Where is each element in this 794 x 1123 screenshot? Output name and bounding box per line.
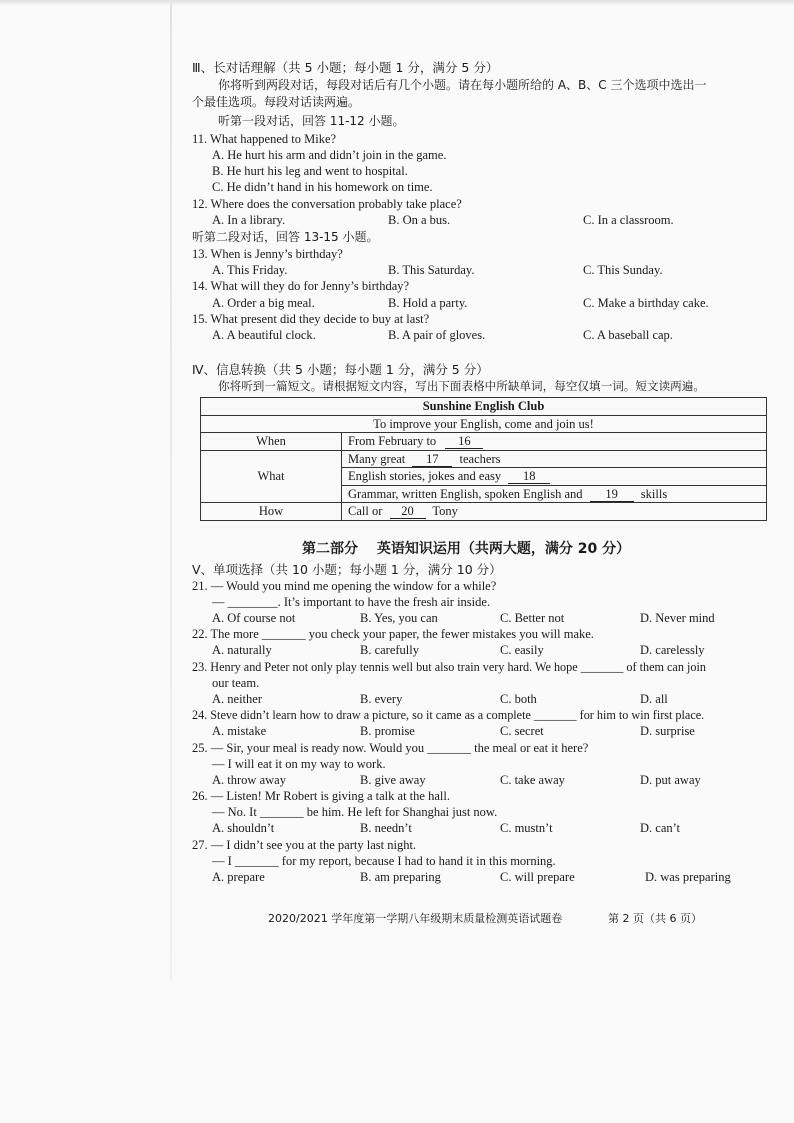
blank-20[interactable]: 20: [390, 505, 426, 519]
q21-stem: 21. — Would you mind me opening the window for a while?: [192, 579, 497, 593]
q27-stem: 27. — I didn’t see you at the party last night.: [192, 838, 417, 852]
q25-line2: — I will eat it on my way to work.: [212, 757, 386, 771]
how-post: Tony: [432, 504, 458, 519]
q11-option-c: C. He didn’t hand in his homework on time.: [212, 180, 433, 194]
scan-edge-top: [0, 0, 794, 6]
q26-option-a: A. shouldn’t: [212, 821, 275, 835]
how-pre: Call or: [348, 504, 383, 519]
q23-option-b: B. every: [360, 692, 403, 706]
what-row2-pre: English stories, jokes and easy: [348, 469, 502, 484]
q13-option-a: A. This Friday.: [212, 263, 288, 277]
blank-17[interactable]: 17: [412, 453, 452, 467]
q27-option-c: C. will prepare: [500, 870, 575, 884]
q14-option-c: C. Make a birthday cake.: [583, 296, 709, 310]
q13-stem: 13. When is Jenny’s birthday?: [192, 247, 343, 261]
q15-option-b: B. A pair of gloves.: [388, 328, 486, 342]
q22-option-d: D. carelessly: [640, 643, 705, 657]
info-table: [200, 397, 767, 521]
table-cell-what-1: [342, 450, 767, 468]
what-row1-pre: Many great: [348, 451, 406, 466]
scan-edge-left: [170, 0, 172, 980]
q21-option-d: D. Never mind: [640, 611, 715, 625]
section3-title: Ⅲ、长对话理解（共 5 小题；每小题 1 分，满分 5 分）: [192, 60, 499, 75]
blank-16[interactable]: 16: [445, 435, 483, 449]
section4-title: Ⅳ、信息转换（共 5 小题；每小题 1 分，满分 5 分）: [192, 362, 489, 377]
q15-option-c: C. A baseball cap.: [583, 328, 673, 342]
q26-option-d: D. can’t: [640, 821, 681, 835]
q22-option-a: A. naturally: [212, 643, 272, 657]
table-cell-how: [342, 503, 767, 521]
table-subtitle: To improve your English, come and join us!: [201, 415, 767, 433]
footer-exam-title: 2020/2021 学年度第一学期八年级期末质量检测英语试题卷: [268, 912, 563, 925]
q23-stem: 23. Henry and Peter not only play tennis well but also train very hard. We hope _______ of them can join: [192, 660, 706, 674]
table-title: Sunshine English Club: [201, 398, 767, 416]
q24-option-a: A. mistake: [212, 724, 267, 738]
q24-stem: 24. Steve didn’t learn how to draw a picture, so it came as a complete _______ for him to win first place.: [192, 708, 705, 722]
q23-line2: our team.: [212, 676, 260, 690]
when-text: From February to: [348, 434, 437, 449]
q25-stem: 25. — Sir, your meal is ready now. Would you _______ the meal or eat it here?: [192, 741, 589, 755]
table-label-what: What: [201, 450, 342, 503]
q11-stem: 11. What happened to Mike?: [192, 132, 337, 146]
q24-option-b: B. promise: [360, 724, 415, 738]
table-label-when: When: [201, 433, 342, 451]
q21-line2: — ________. It’s important to have the fresh air inside.: [212, 595, 491, 609]
table-cell-when: [342, 433, 767, 451]
dialog1-intro: 听第一段对话，回答 11-12 小题。: [218, 114, 405, 128]
table-row: [201, 450, 767, 468]
part2-title: 第二部分 英语知识运用（共两大题，满分 20 分）: [302, 541, 631, 557]
q27-option-a: A. prepare: [212, 870, 265, 884]
q13-option-c: C. This Sunday.: [583, 263, 663, 277]
q27-line2: — I _______ for my report, because I had to hand it in this morning.: [212, 854, 556, 868]
q23-option-a: A. neither: [212, 692, 262, 706]
q24-option-c: C. secret: [500, 724, 544, 738]
blank-19[interactable]: 19: [590, 488, 634, 502]
q27-option-d: D. was preparing: [645, 870, 731, 884]
q26-option-c: C. mustn’t: [500, 821, 553, 835]
q26-line2: — No. It _______ be him. He left for Shanghai just now.: [212, 805, 498, 819]
dialog2-intro: 听第二段对话，回答 13-15 小题。: [192, 230, 379, 244]
q12-option-c: C. In a classroom.: [583, 213, 674, 227]
q22-option-b: B. carefully: [360, 643, 420, 657]
q22-option-c: C. easily: [500, 643, 544, 657]
what-row3-pre: Grammar, written English, spoken English and: [348, 486, 583, 501]
q26-stem: 26. — Listen! Mr Robert is giving a talk at the hall.: [192, 789, 450, 803]
q11-option-b: B. He hurt his leg and went to hospital.: [212, 164, 408, 178]
q26-option-b: B. needn’t: [360, 821, 412, 835]
table-cell-what-2: [342, 468, 767, 486]
table-row: [201, 503, 767, 521]
q14-stem: 14. What will they do for Jenny’s birthday?: [192, 279, 410, 293]
table-row: [201, 415, 767, 433]
q24-option-d: D. surprise: [640, 724, 695, 738]
q15-stem: 15. What present did they decide to buy at last?: [192, 312, 430, 326]
q25-option-b: B. give away: [360, 773, 426, 787]
q13-option-b: B. This Saturday.: [388, 263, 475, 277]
section5-title: Ⅴ、单项选择（共 10 小题；每小题 1 分，满分 10 分）: [192, 562, 502, 577]
q21-option-b: B. Yes, you can: [360, 611, 438, 625]
q27-option-b: B. am preparing: [360, 870, 441, 884]
blank-18[interactable]: 18: [508, 470, 550, 484]
q21-option-a: A. Of course not: [212, 611, 296, 625]
q14-option-b: B. Hold a party.: [388, 296, 468, 310]
q22-stem: 22. The more _______ you check your paper, the fewer mistakes you will make.: [192, 627, 594, 641]
q23-option-d: D. all: [640, 692, 668, 706]
section4-instructions: 你将听到一篇短文。请根据短文内容，写出下面表格中所缺单词，每空仅填一词。短文读两遍。: [218, 379, 705, 393]
table-row: [201, 398, 767, 416]
q15-option-a: A. A beautiful clock.: [212, 328, 316, 342]
q23-option-c: C. both: [500, 692, 537, 706]
section3-instructions-2: 个最佳选项。每段对话读两遍。: [192, 95, 361, 109]
section3-instructions-1: 你将听到两段对话，每段对话后有几个小题。请在每小题所给的 A、B、C 三个选项中选出一: [218, 78, 707, 92]
footer-page-number: 第 2 页（共 6 页）: [608, 912, 702, 925]
table-cell-what-3: [342, 485, 767, 503]
table-label-how: How: [201, 503, 342, 521]
q25-option-a: A. throw away: [212, 773, 286, 787]
q21-option-c: C. Better not: [500, 611, 565, 625]
what-row3-post: skills: [640, 486, 668, 501]
q12-stem: 12. Where does the conversation probably take place?: [192, 197, 462, 211]
q11-option-a: A. He hurt his arm and didn’t join in the game.: [212, 148, 447, 162]
q12-option-a: A. In a library.: [212, 213, 286, 227]
q14-option-a: A. Order a big meal.: [212, 296, 315, 310]
q25-option-d: D. put away: [640, 773, 701, 787]
q25-option-c: C. take away: [500, 773, 565, 787]
table-row: [201, 433, 767, 451]
q12-option-b: B. On a bus.: [388, 213, 451, 227]
what-row1-post: teachers: [459, 451, 501, 466]
